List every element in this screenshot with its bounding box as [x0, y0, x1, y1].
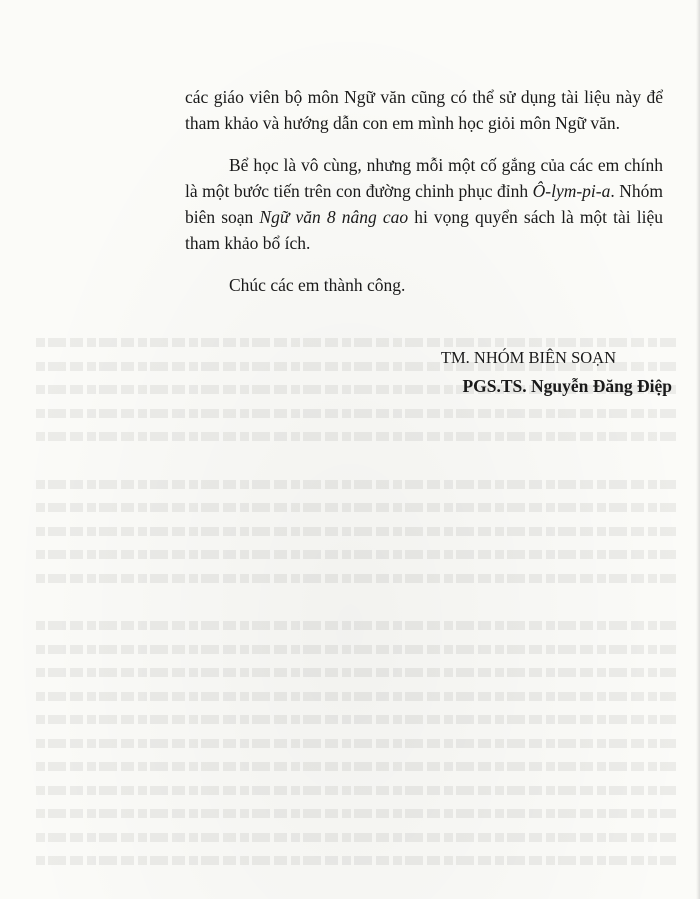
paragraph-1-text: các giáo viên bộ môn Ngữ văn cũng có thể sử dụng tài liệu này để tham khảo và hướng dẫn con em mình học giỏi môn Ngữ văn. — [185, 87, 663, 133]
paragraph-2-text-a: Bể học là vô cùng, nhưng mỗi một cố gắng của các em chính là một bước tiến trên con đường chinh phục đỉnh — [185, 155, 663, 201]
paragraph-2 — [185, 152, 663, 256]
bleed-through-texture — [36, 330, 676, 890]
signature-block — [441, 345, 672, 401]
signature-role: TM. NHÓM BIÊN SOẠN — [440, 348, 616, 367]
paragraph-3 — [185, 272, 663, 298]
paragraph-2-text-c: hi vọng quyển sách là một tài liệu tham khảo bổ ích. — [185, 207, 663, 253]
closing-wish: Chúc các em thành công. — [229, 275, 406, 295]
page-edge-shadow — [696, 0, 700, 899]
body-text — [185, 84, 663, 298]
paragraph-2-text-b: . Nhóm biên soạn — [185, 181, 663, 227]
olympia-term: Ô-lym-pi-a — [532, 181, 611, 201]
book-title: Ngữ văn 8 nâng cao — [259, 207, 409, 227]
paragraph-1 — [185, 84, 663, 136]
signature-name: PGS.TS. Nguyễn Đăng Điệp — [462, 376, 672, 396]
